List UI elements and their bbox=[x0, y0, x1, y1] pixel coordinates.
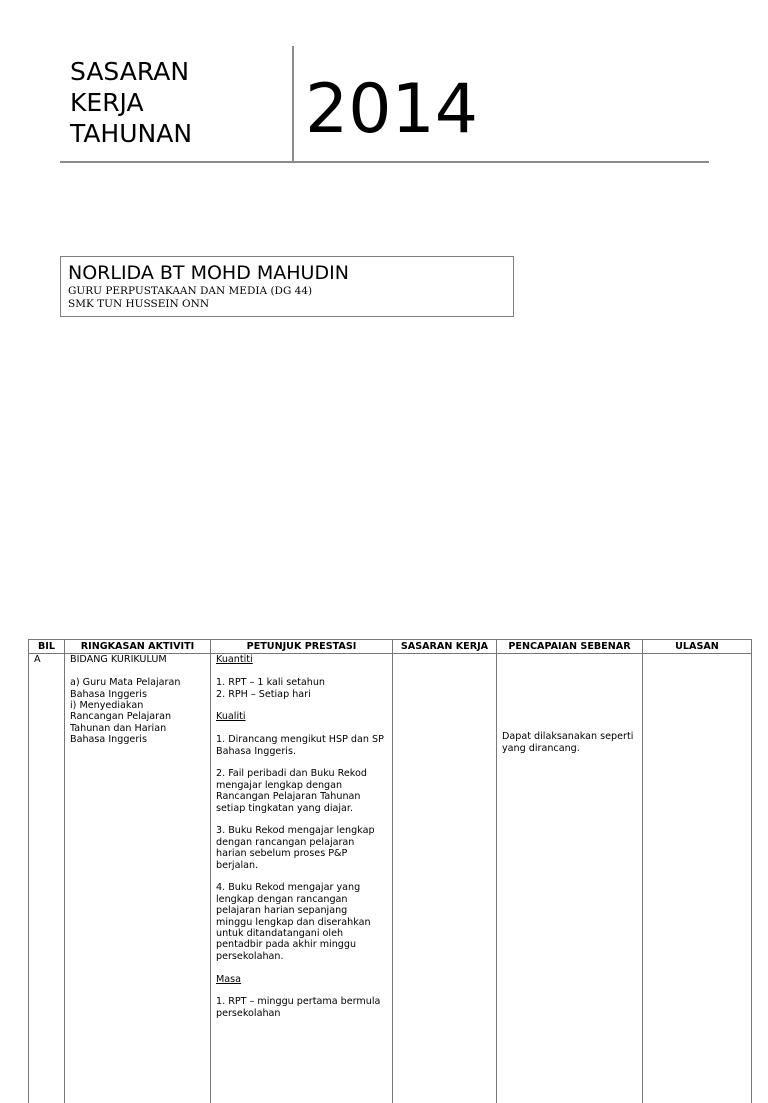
kuantiti-label: Kuantiti bbox=[216, 654, 253, 666]
cell-bil bbox=[29, 654, 65, 1103]
sasaran-kerja-table bbox=[28, 639, 752, 1103]
kualiti-item: 1. Dirancang mengikut HSP dan SP Bahasa Inggeris. bbox=[216, 734, 384, 757]
kualiti-item: 2. Fail peribadi dan Buku Rekod mengajar lengkap dengan Rancangan Pelajaran Tahunan setiap tingkatan yang diajar. bbox=[216, 768, 367, 814]
pencapaian-value: Dapat dilaksanakan seperti yang dirancang. bbox=[502, 731, 634, 754]
kuantiti-items: 1. RPT – 1 kali setahun 2. RPH – Setiap hari bbox=[216, 677, 325, 700]
kualiti-item: 3. Buku Rekod mengajar lengkap dengan rancangan pelajaran harian sebelum proses P&P berjalan. bbox=[216, 825, 375, 871]
cover-divider-horizontal bbox=[60, 161, 709, 163]
cell-petunjuk-prestasi bbox=[211, 654, 393, 1103]
cell-ulasan bbox=[643, 654, 752, 1103]
cover-year: 2014 bbox=[305, 70, 479, 149]
profile-position: GURU PERPUSTAKAAN DAN MEDIA (DG 44) bbox=[68, 285, 313, 297]
header-petunjuk-prestasi: PETUNJUK PRESTASI bbox=[211, 640, 393, 654]
cell-ringkasan-aktiviti bbox=[65, 654, 211, 1103]
kualiti-item: 4. Buku Rekod mengajar yang lengkap dengan rancangan pelajaran harian sepanjang minggu lengkap dan diserahkan untuk ditandatangani oleh pentadbir pada akhir minggu persekolahan. bbox=[216, 882, 371, 962]
cover-title: SASARAN KERJA TAHUNAN bbox=[70, 57, 193, 148]
masa-item: 1. RPT – minggu pertama bermula persekolahan bbox=[216, 996, 381, 1019]
table-row bbox=[29, 654, 752, 1103]
header-sasaran-kerja: SASARAN KERJA bbox=[393, 640, 497, 654]
cell-sasaran-kerja bbox=[393, 654, 497, 1103]
activity-heading: BIDANG KURIKULUM bbox=[70, 654, 167, 666]
table-header-row bbox=[29, 640, 752, 654]
cover-divider-vertical bbox=[292, 46, 294, 162]
profile-box bbox=[60, 256, 514, 317]
header-ulasan: ULASAN bbox=[643, 640, 752, 654]
bil-value: A bbox=[34, 654, 41, 666]
cell-pencapaian-sebenar bbox=[497, 654, 643, 1103]
kualiti-label: Kualiti bbox=[216, 711, 246, 723]
header-ringkasan-aktiviti: RINGKASAN AKTIVITI bbox=[65, 640, 211, 654]
header-bil: BIL bbox=[29, 640, 65, 654]
profile-school: SMK TUN HUSSEIN ONN bbox=[68, 298, 210, 310]
profile-name: NORLIDA BT MOHD MAHUDIN bbox=[68, 262, 349, 284]
header-pencapaian-sebenar: PENCAPAIAN SEBENAR bbox=[497, 640, 643, 654]
activity-detail: a) Guru Mata Pelajaran Bahasa Inggeris i) Menyediakan Rancangan Pelajaran Tahunan dan Harian Bahasa Inggeris bbox=[70, 677, 181, 746]
masa-label: Masa bbox=[216, 973, 242, 985]
